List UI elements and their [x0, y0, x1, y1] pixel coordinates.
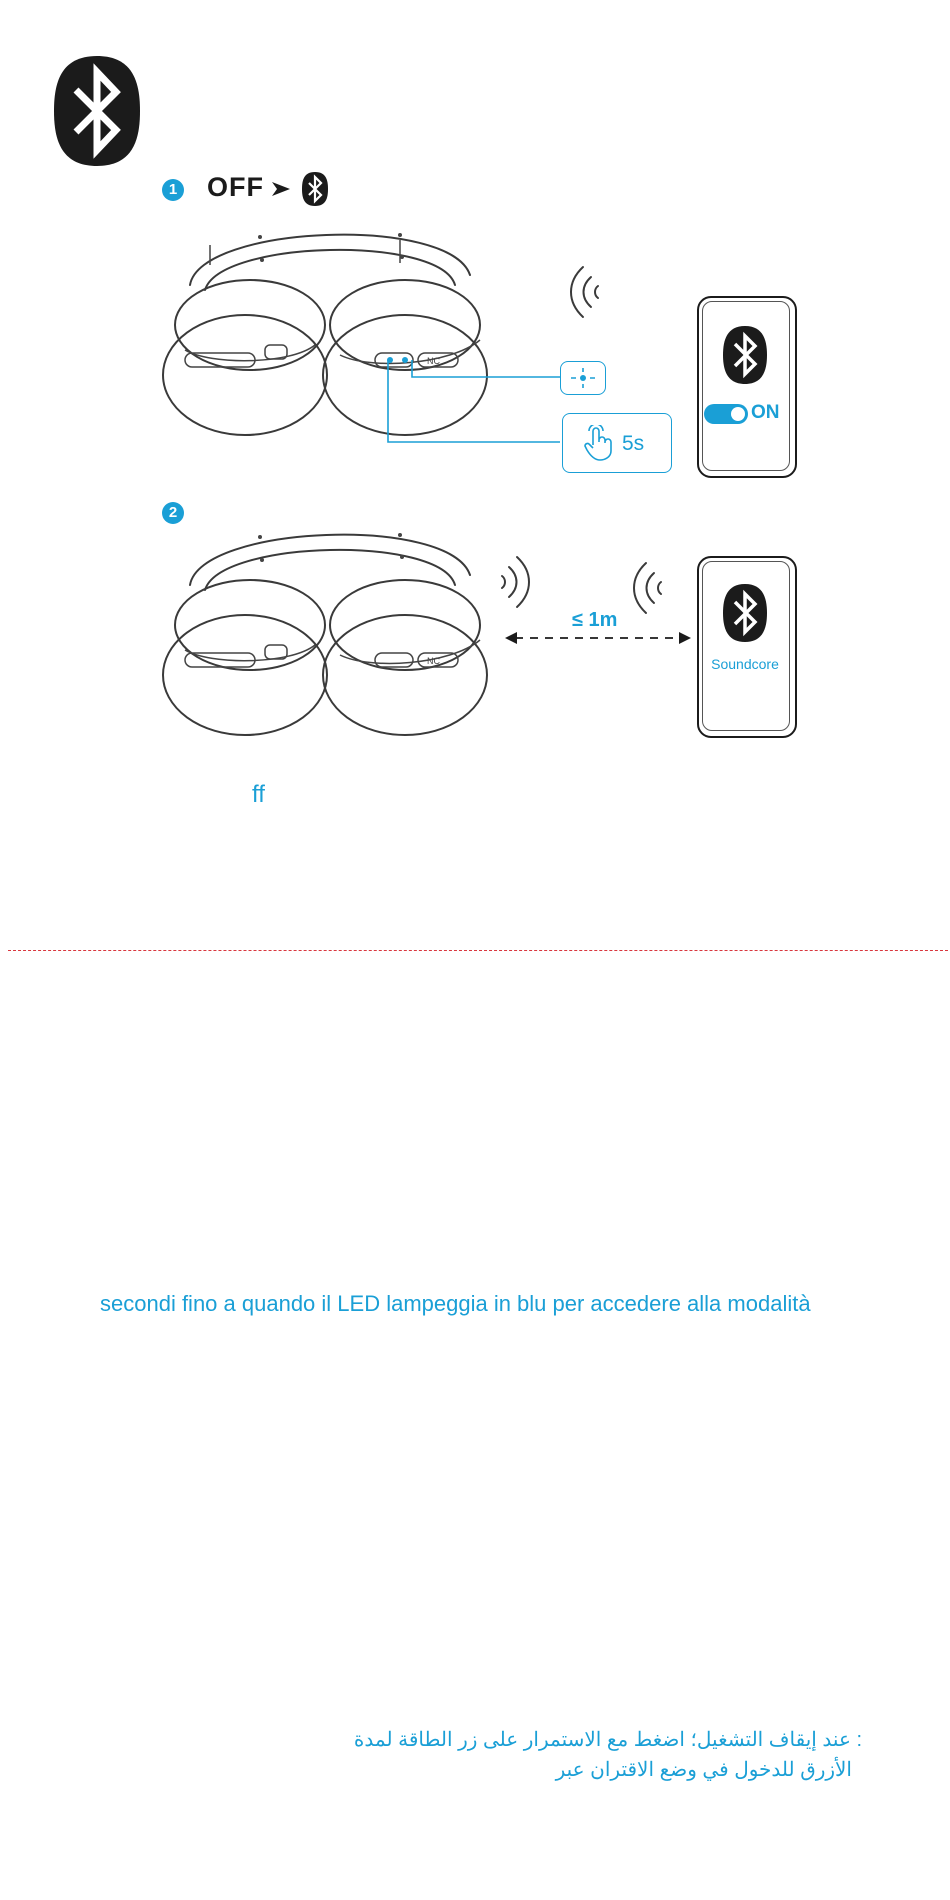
soundcore-device-label[interactable]: Soundcore	[711, 656, 779, 672]
phone-bluetooth-icon	[723, 326, 767, 384]
led-icon	[561, 362, 605, 394]
small-bluetooth-icon	[302, 172, 328, 206]
bluetooth-logo-icon	[54, 54, 140, 168]
step-2-badge: 2	[162, 502, 184, 524]
off-label: OFF	[207, 172, 264, 202]
phone-signal-icon	[628, 558, 668, 618]
italian-instruction-text: secondi fino a quando il LED lampeggia in blu per accedere alla modalità	[100, 1291, 811, 1316]
phone-step1	[697, 296, 797, 478]
arrow-right-icon	[272, 180, 292, 198]
arabic-instruction-text	[354, 1725, 862, 1785]
hold-duration-label: 5s	[622, 432, 645, 455]
svg-text:NC: NC	[427, 656, 440, 666]
phone-bluetooth-icon	[723, 584, 767, 642]
distance-label: ≤ 1m	[572, 609, 618, 631]
finger-press-icon	[583, 425, 617, 461]
signal-waves-icon	[565, 262, 605, 322]
headphones-illustration-step2	[150, 505, 500, 745]
arabic-line-1: : عند إيقاف التشغيل؛ اضغط مع الاستمرار على زر الطاقة لمدة	[353, 1729, 862, 1751]
press-hold-callout	[562, 413, 672, 473]
phone-step2	[697, 556, 797, 738]
svg-text:NC: NC	[427, 356, 440, 366]
text-fragment-ff: ff	[252, 781, 265, 808]
led-indicator-callout	[560, 361, 606, 395]
section-separator	[8, 950, 948, 951]
step-1-badge: 1	[162, 179, 184, 201]
headphone-signal-icon	[495, 552, 535, 612]
arabic-line-2: الأزرق للدخول في وضع الاقتران عبر	[555, 1759, 852, 1781]
bluetooth-toggle[interactable]	[704, 404, 748, 424]
toggle-on-label: ON	[751, 402, 780, 423]
